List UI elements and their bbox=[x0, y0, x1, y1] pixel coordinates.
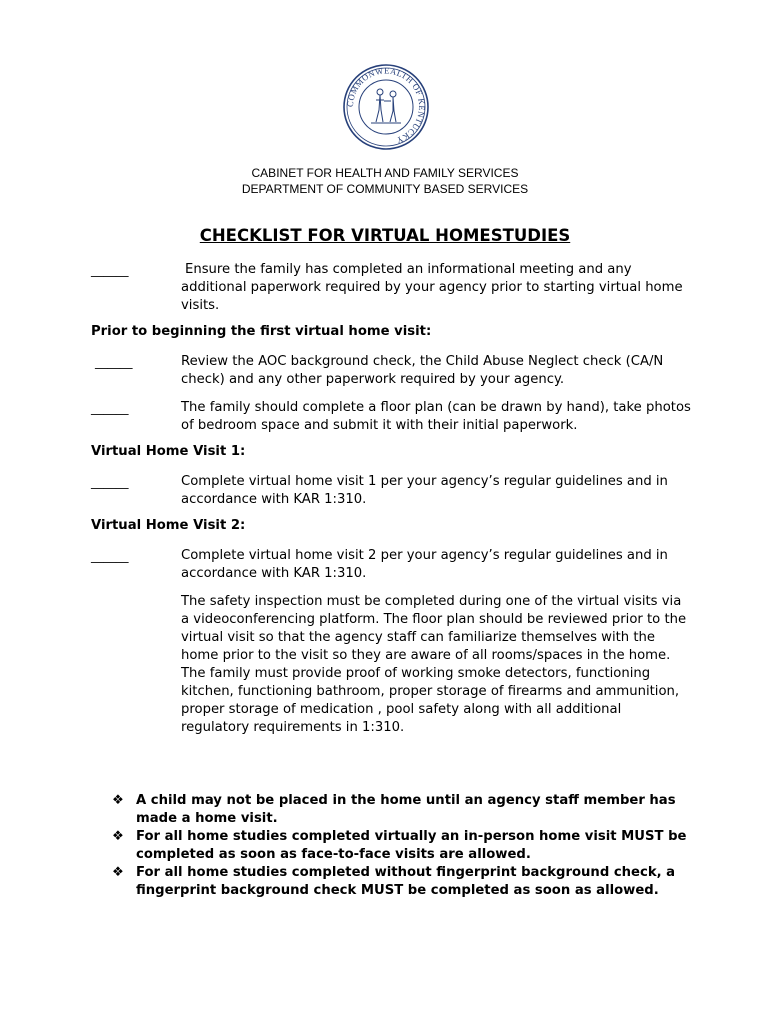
section-visit1-heading: Virtual Home Visit 1: bbox=[91, 444, 246, 459]
svg-text:COMMONWEALTH OF KENTUCKY: COMMONWEALTH OF KENTUCKY bbox=[344, 65, 428, 146]
checkbox-line[interactable]: ______ bbox=[91, 400, 129, 415]
diamond-bullet-icon: ❖ bbox=[112, 829, 124, 844]
section-visit2-heading: Virtual Home Visit 2: bbox=[91, 518, 246, 533]
item-floor-plan: The family should complete a floor plan (can be drawn by hand), take photos of bedroom space and submit it with their initial paperwork. bbox=[181, 400, 691, 433]
bullet-item: ❖ For all home studies completed without fingerprint background check, a fingerprint background check MUST be completed as soon as allowed. bbox=[112, 865, 676, 898]
checkbox-line[interactable]: ______ bbox=[91, 548, 129, 563]
diamond-bullet-icon: ❖ bbox=[112, 793, 124, 808]
diamond-bullet-icon: ❖ bbox=[112, 865, 124, 880]
kentucky-seal-logo bbox=[343, 64, 429, 150]
agency-line-2: DEPARTMENT OF COMMUNITY BASED SERVICES bbox=[241, 182, 529, 196]
bullet-item: ❖ For all home studies completed virtually an in-person home visit MUST be completed as soon as face-to-face visits are allowed. bbox=[112, 829, 687, 862]
item-visit2: Complete virtual home visit 2 per your agency’s regular guidelines and in accordance with KAR 1:310. bbox=[181, 548, 668, 581]
section-prior-heading: Prior to beginning the first virtual home visit: bbox=[91, 324, 432, 339]
checkbox-line[interactable]: ______ bbox=[95, 354, 133, 369]
page-title: CHECKLIST FOR VIRTUAL HOMESTUDIES bbox=[199, 226, 571, 245]
item-background-check: Review the AOC background check, the Child Abuse Neglect check (CA/N check) and any other paperwork required by your agency. bbox=[181, 354, 664, 387]
item-visit1: Complete virtual home visit 1 per your agency’s regular guidelines and in accordance with KAR 1:310. bbox=[181, 474, 668, 507]
item-safety-inspection: The safety inspection must be completed during one of the virtual visits via a videoconferencing platform. The floor plan should be reviewed prior to the virtual visit so that the agency staff can familiarize themselves with the home prior to the visit so they are aware of all rooms/spaces in the home. The family must provide proof of working smoke detectors, functioning kitchen, functioning bathroom, proper storage of firearms and ammunition, proper storage of medication , pool safety along with all additional regulatory requirements in 1:310. bbox=[181, 594, 687, 735]
checkbox-line[interactable]: ______ bbox=[91, 262, 129, 277]
item-intro: Ensure the family has completed an informational meeting and any additional paperwork required by your agency prior to starting virtual home visits. bbox=[181, 262, 683, 313]
checkbox-line[interactable]: ______ bbox=[91, 474, 129, 489]
agency-line-1: CABINET FOR HEALTH AND FAMILY SERVICES bbox=[251, 166, 519, 180]
bullet-item: ❖ A child may not be placed in the home until an agency staff member has made a home visit. bbox=[112, 793, 676, 826]
